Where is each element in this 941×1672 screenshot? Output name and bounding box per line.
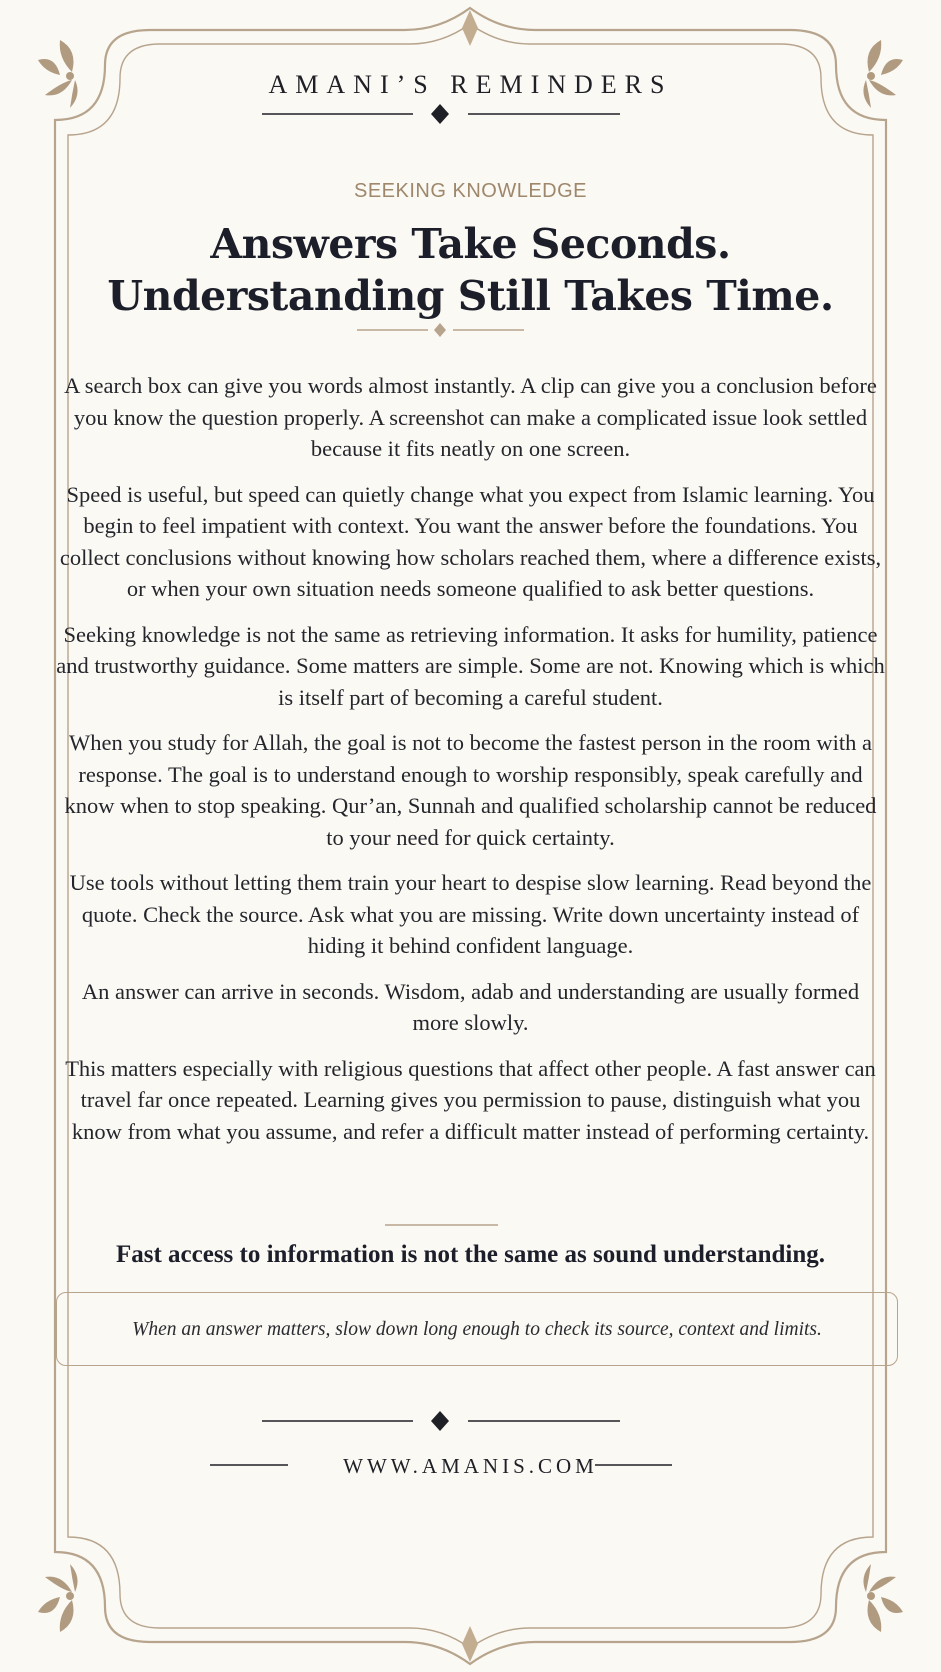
headline-line-2: Understanding Still Takes Time. (107, 272, 834, 320)
paragraph-7: This matters especially with religious questions that affect other people. A fast answer can travel far once repeated. Learning gives you permission to pause, distinguish what you know from what you assume, and refer a difficult matter instead of performing certainty. (65, 1055, 876, 1144)
bottom-frame-ornament (462, 1626, 478, 1662)
reminder-callout-box (56, 1292, 898, 1366)
paragraph-4: When you study for Allah, the goal is not to become the fastest person in the room with a response. The goal is to understand enough to worship responsibly, speak carefully and know when to stop speaking. Qur’an, Sunnah and qualified scholarship cannot be reduced to your need for quick certainty. (64, 730, 877, 850)
reminder-callout-text: When an answer matters, slow down long enough to check its source, context and limits. (132, 1318, 822, 1340)
paragraph-3: Seeking knowledge is not the same as retrieving information. It asks for humility, patience and trustworthy guidance. Some matters are simple. Some are not. Knowing which is which is itself part of becoming a careful student. (56, 621, 885, 710)
article-body (56, 370, 885, 1161)
paragraph-2: Speed is useful, but speed can quietly change what you expect from Islamic learning. You begin to feel impatient with context. You want the answer before the foundations. You collect conclusions without knowing how scholars reached them, where a difference exists, or when your own situation needs someone qualified to ask better questions. (59, 481, 882, 601)
key-takeaway: Fast access to information is not the same as sound understanding. (115, 1241, 826, 1268)
corner-fleuron-bottom-right (863, 1564, 903, 1632)
top-frame-ornament (462, 10, 478, 46)
paragraph-5: Use tools without letting them train your heart to despise slow learning. Read beyond the quote. Check the source. Ask what you are missing. Write down uncertainty instead of hiding it behind confident language. (69, 870, 872, 958)
article-category: SEEKING KNOWLEDGE (354, 180, 587, 202)
headline-line-1: Answers Take Seconds. (210, 220, 731, 268)
article-headline (60, 218, 881, 322)
footer-divider (262, 1411, 620, 1431)
headline-divider (357, 323, 524, 337)
footer-website-link[interactable]: WWW.AMANIS.COM (343, 1454, 598, 1478)
site-header-title: AMANI’S REMINDERS (268, 70, 673, 99)
paragraph-1: A search box can give you words almost instantly. A clip can give you a conclusion before you know the question properly. A screenshot can make a complicated issue look settled because it fits neatly on one screen. (64, 373, 877, 461)
paragraph-6: An answer can arrive in seconds. Wisdom, adab and understanding are usually formed more slowly. (81, 978, 860, 1035)
corner-fleuron-bottom-left (38, 1564, 78, 1632)
header-divider (262, 104, 620, 124)
